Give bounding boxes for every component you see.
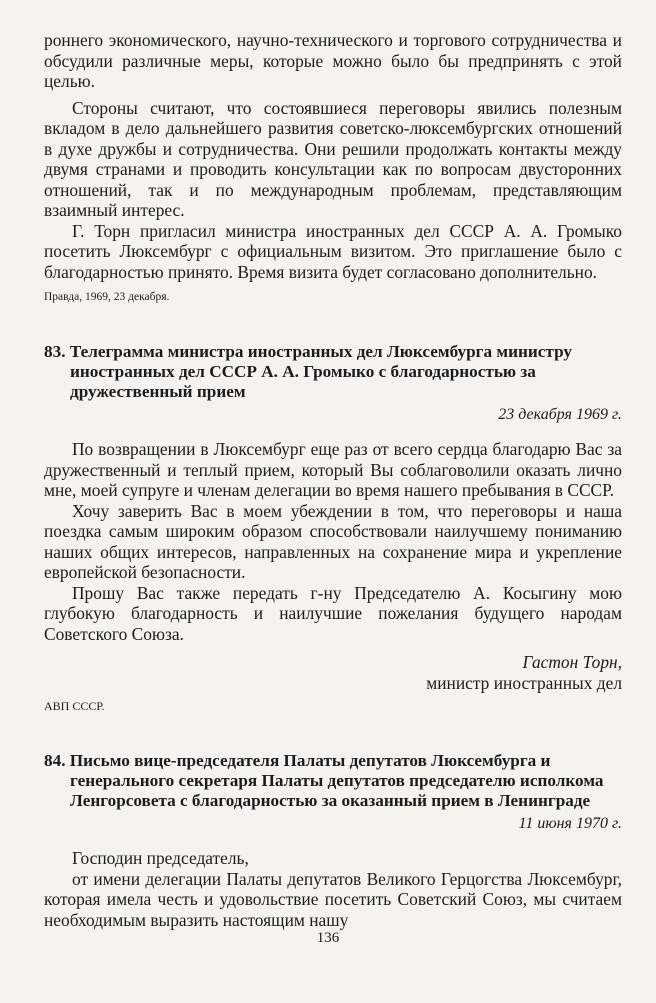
paragraph-top-1: роннего экономического, научно-технического и торгового сотрудничества и обсудили различные меры, которые можно было бы предпринять с этой целью. [44, 30, 622, 91]
source-citation-pravda: Правда, 1969, 23 декабря. [44, 291, 170, 303]
document-page [44, 30, 622, 930]
paragraph-top-3: Г. Торн пригласил министра иностранных дел СССР А. А. Громыко посетить Люксембург с официальным визитом. Это приглашение было с благодарностью принято. Время визита будет согласовано дополнительно. [44, 220, 622, 282]
document-84-salutation: Господин председатель, [72, 848, 249, 868]
document-83-heading: 83. Телеграмма министра иностранных дел Люксембурга министру иностранных дел СССР А. А. Громыко с благодарностью за дружественный прием [44, 342, 572, 401]
document-84-paragraph-1: от имени делегации Палаты депутатов Великого Герцогства Люксембург, которая имела честь и удовольствие посетить Советский Союз, мы считаем необходимым выразить настоящим нашу [44, 868, 622, 930]
document-83-paragraph-2: Хочу заверить Вас в моем убеждении в том, что переговоры и наша поездка самым широким образом способствовали наилучшему пониманию наших общих интересов, направленных на сохранение мира и укрепление европейской безопасности. [44, 500, 622, 582]
document-83-paragraph-3: Прошу Вас также передать г-ну Председателю А. Косыгину мою глубокую благодарность и наилучшие пожелания будущего народам Советского Союза. [44, 582, 622, 644]
document-83-source: АВП СССР. [44, 699, 105, 713]
document-83-signature-name: Гастон Торн, [522, 652, 622, 672]
document-84-heading: 84. Письмо вице-председателя Палаты депутатов Люксембурга и генерального секретаря Палаты депутатов председателю исполкома Ленгорсовета с благодарностью за оказанный прием в Ленинграде [44, 751, 604, 810]
paragraph-top-2: Стороны считают, что состоявшиеся переговоры явились полезным вкладом в дело дальнейшего развития советско-люксембургских отношений в духе дружбы и сотрудничества. Они решили продолжать контакты между двумя странами и проводить консультации как по вопросам двусторонних отношений, так и по международным проблемам, представляющим взаимный интерес. [44, 97, 622, 220]
page-number: 136 [316, 930, 340, 946]
document-83-paragraph-1: По возвращении в Люксембург еще раз от всего сердца благодарю Вас за дружественный и теплый прием, который Вы соблаговолили оказать лично мне, моей супруге и членам делегации во время нашего пребывания в СССР. [44, 439, 622, 500]
document-83-date: 23 декабря 1969 г. [498, 406, 622, 423]
document-83-signature-title: министр иностранных дел [426, 672, 622, 693]
document-84-date: 11 июня 1970 г. [518, 815, 622, 832]
